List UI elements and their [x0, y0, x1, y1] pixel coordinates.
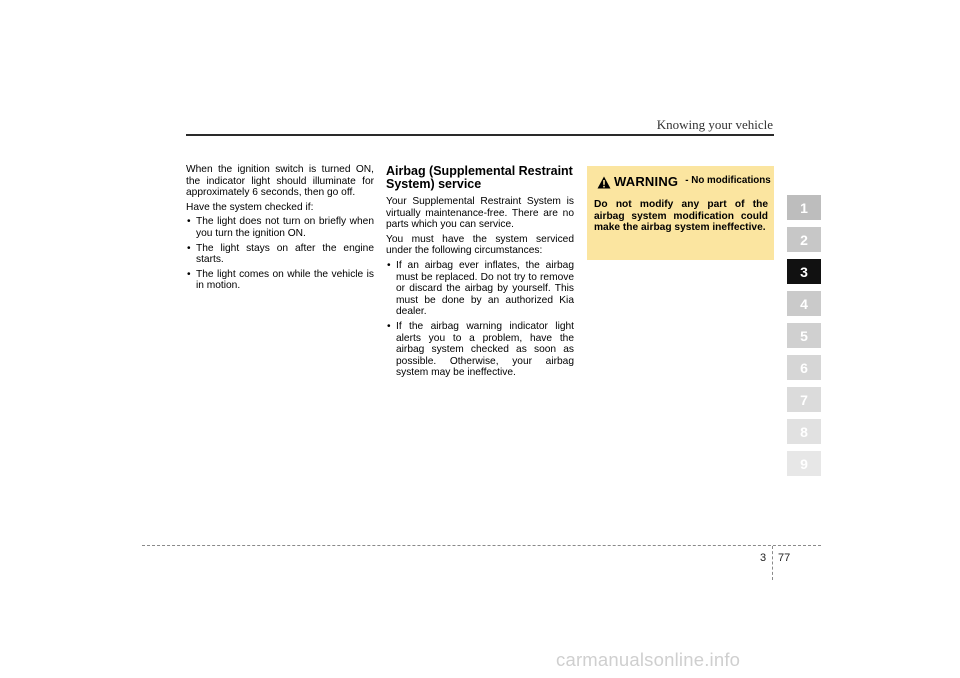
footer-rule	[142, 545, 821, 546]
check-label: Have the system checked if:	[186, 201, 314, 213]
page-number: 77	[778, 552, 791, 564]
bullet-icon: •	[187, 216, 191, 228]
list-item	[386, 260, 574, 318]
watermark: carmanualsonline.info	[556, 649, 741, 670]
warning-box	[587, 166, 774, 260]
chapter-tab-1[interactable]: 1	[787, 195, 821, 220]
chapter-tab-4[interactable]: 4	[787, 291, 821, 316]
service-paragraph: Your Supplemental Restraint System is virtually maintenance-free. There are no parts which you can service.	[386, 196, 574, 231]
list-item	[386, 321, 574, 379]
footer-divider	[772, 546, 773, 580]
chapter-tab-6[interactable]: 6	[787, 355, 821, 380]
header-title: Knowing your vehicle	[656, 117, 773, 132]
section-heading: Airbag (Supplemental Restraint System) service	[386, 164, 573, 191]
list-item-text: If the airbag warning indicator light alerts you to a problem, have the airbag system checked as soon as possible. Otherwise, your airbag system may be ineffective.	[396, 320, 574, 379]
circumstances-paragraph: You must have the system serviced under the following circumstances:	[386, 233, 574, 257]
bullet-icon: •	[387, 259, 391, 271]
warning-header	[594, 173, 771, 199]
warning-subtitle: - No modifications	[685, 175, 771, 186]
list-item	[186, 216, 374, 239]
page-chapter: 3	[760, 552, 767, 564]
bullet-icon: •	[187, 268, 191, 280]
chapter-tab-5[interactable]: 5	[787, 323, 821, 348]
service-list	[386, 260, 574, 379]
header-rule	[186, 134, 774, 136]
check-list	[186, 216, 374, 292]
column-left	[186, 164, 374, 295]
list-item-text: The light does not turn on briefly when you turn the ignition ON.	[196, 216, 374, 239]
bullet-icon: •	[187, 242, 191, 254]
warning-triangle-icon	[597, 176, 611, 189]
chapter-tab-8[interactable]: 8	[787, 419, 821, 444]
list-item	[186, 243, 374, 266]
warning-label: WARNING	[614, 174, 679, 189]
chapter-tab-3[interactable]: 3	[787, 259, 821, 284]
column-middle	[386, 165, 574, 382]
list-item-text: The light stays on after the engine starts.	[196, 242, 374, 266]
chapter-tabs	[787, 195, 821, 483]
chapter-tab-2[interactable]: 2	[787, 227, 821, 252]
chapter-tab-7[interactable]: 7	[787, 387, 821, 412]
intro-paragraph: When the ignition switch is turned ON, the indicator light should illuminate for approximately 6 seconds, then go off.	[186, 164, 374, 199]
list-item-text: If an airbag ever inflates, the airbag must be replaced. Do not try to remove or discard the airbag by yourself. This must be done by an authorized Kia dealer.	[396, 259, 574, 318]
warning-text: Do not modify any part of the airbag system modification could make the airbag system ineffective.	[594, 199, 768, 234]
list-item	[186, 269, 374, 292]
chapter-tab-9[interactable]: 9	[787, 451, 821, 476]
bullet-icon: •	[387, 320, 391, 332]
list-item-text: The light comes on while the vehicle is in motion.	[196, 268, 374, 292]
